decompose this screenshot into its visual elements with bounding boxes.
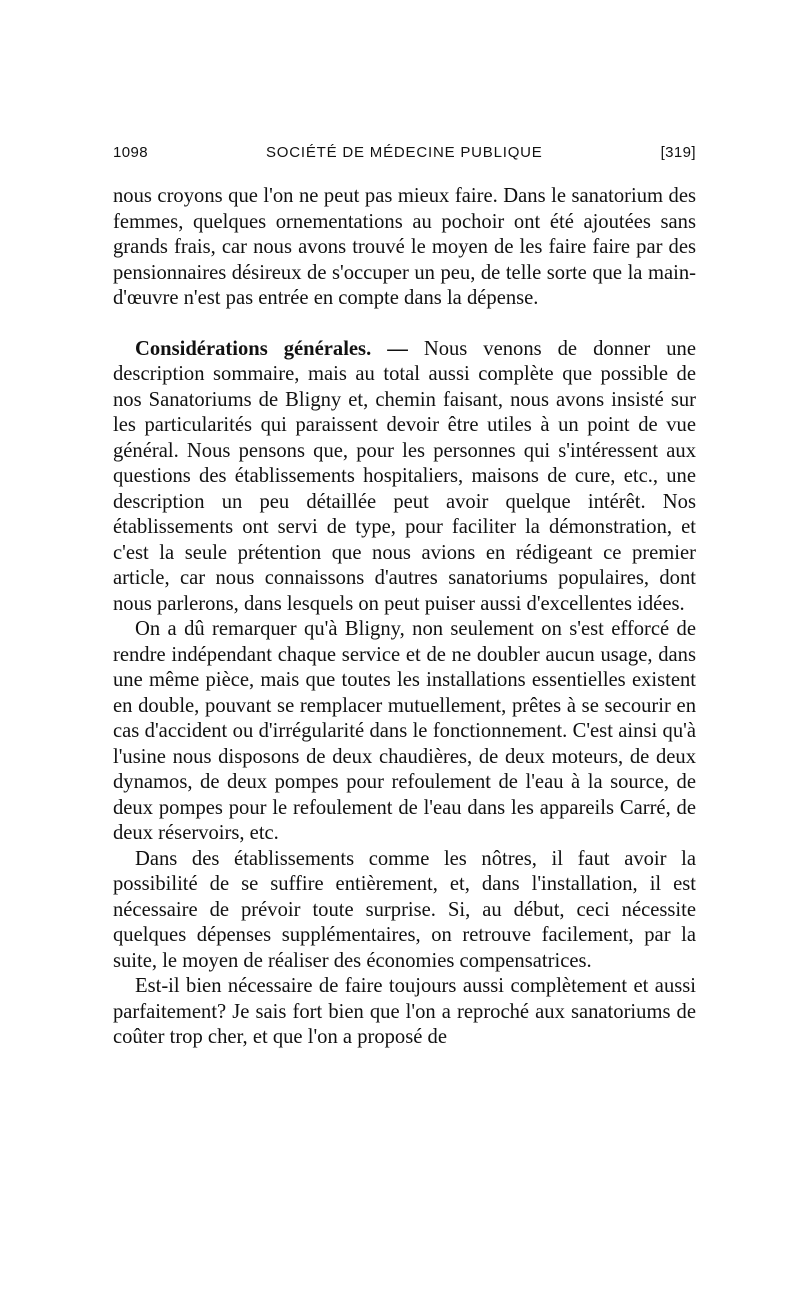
paragraph-text: nous croyons que l'on ne peut pas mieux faire. Dans le sanatorium des femmes, quelques ornementations au pochoir ont été ajoutées sans grands frais, car nous avons trouvé le moyen de les faire faire par des pensionnaires désireux de s'occuper un peu, de telle sorte que la main-d'œuvre n'est pas entrée en compte dans la dépense.	[113, 185, 696, 309]
book-page	[113, 144, 696, 1051]
running-title: SOCIÉTÉ DE MÉDECINE PUBLIQUE	[265, 144, 543, 161]
paragraph-5	[113, 974, 696, 1051]
paragraph-text: Est-il bien nécessaire de faire toujours aussi complètement et aussi parfaitement? Je sais fort bien que l'on a reproché aux sanatoriums de coûter trop cher, et que l'on a proposé de	[113, 975, 696, 1048]
paragraph-text: Nous venons de donner une description sommaire, mais au total aussi complète que possible de nos Sanatoriums de Bligny et, chemin faisant, nous avons insisté sur les particularités qui paraissent devoir être utiles à un point de vue général. Nous pensons que, pour les personnes qui s'intéressent aux questions des établissements hospitaliers, maisons de cure, etc., une description un peu détaillée peut avoir quelque intérêt. Nos établissements ont servi de type, pour faciliter la démonstration, et c'est la seule prétention que nous avions en rédigeant ce premier article, car nous connaissons d'autres sanatoriums populaires, dont nous parlerons, dans lesquels on peut puiser aussi d'excellentes idées.	[113, 337, 696, 615]
page-number: 1098	[113, 144, 148, 161]
paragraph-1	[113, 184, 696, 312]
paragraph-text: On a dû remarquer qu'à Bligny, non seulement on s'est efforcé de rendre indépendant chaque service et de ne doubler aucun usage, dans une même pièce, mais que toutes les installations essentielles existent en double, pouvant se remplacer mutuellement, prêtes à se secourir en cas d'accident ou d'irrégularité dans le fonctionnement. C'est ainsi qu'à l'usine nous disposons de deux chaudières, de deux moteurs, de deux dynamos, de deux pompes pour refoulement de l'eau à la source, de deux pompes pour le refoulement de l'eau dans les appareils Carré, de deux réservoirs, etc.	[113, 618, 696, 844]
section-heading: Considérations générales. —	[135, 337, 408, 360]
paragraph-2	[113, 337, 696, 618]
page-reference: [319]	[660, 144, 696, 161]
paragraph-4	[113, 847, 696, 975]
paragraph-3	[113, 617, 696, 847]
paragraph-text: Dans des établissements comme les nôtres, il faut avoir la possibilité de se suffire entièrement, et, dans l'installation, il est nécessaire de prévoir toute surprise. Si, au début, ceci nécessite quelques dépenses supplémentaires, on retrouve facilement, par la suite, le moyen de réaliser des économies compensatrices.	[113, 847, 696, 972]
running-head	[113, 144, 696, 166]
